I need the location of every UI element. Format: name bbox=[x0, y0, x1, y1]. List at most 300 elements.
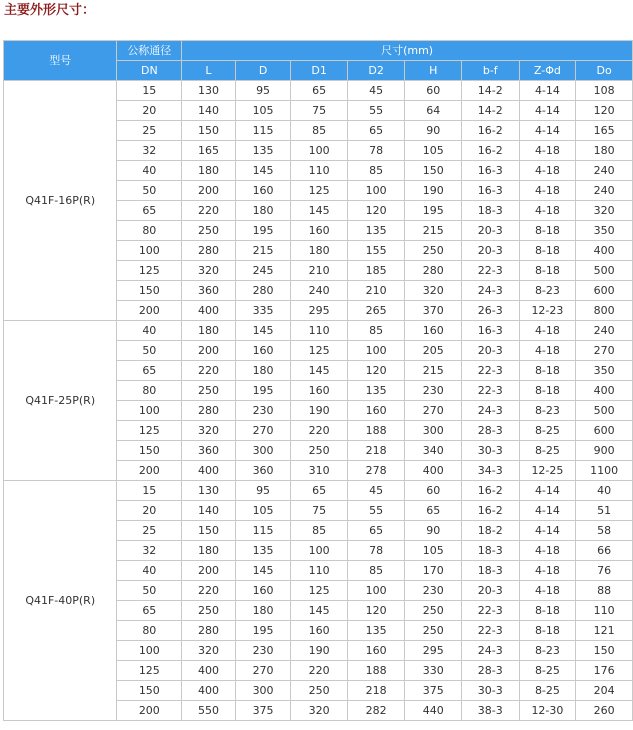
dimension-cell: 14-2 bbox=[461, 81, 519, 101]
dimension-cell: 12-23 bbox=[519, 301, 576, 321]
dimension-cell: 121 bbox=[576, 621, 633, 641]
dimension-cell: 38-3 bbox=[461, 701, 519, 721]
dimension-cell: 4-18 bbox=[519, 201, 576, 221]
dimension-cell: 180 bbox=[235, 601, 291, 621]
dimension-cell: 75 bbox=[291, 101, 348, 121]
dimension-cell: 22-3 bbox=[461, 381, 519, 401]
dimension-cell: 250 bbox=[405, 601, 462, 621]
dimension-cell: 65 bbox=[291, 81, 348, 101]
dimension-cell: 8-23 bbox=[519, 401, 576, 421]
dimension-cell: 250 bbox=[182, 381, 236, 401]
dimension-cell: 45 bbox=[347, 81, 405, 101]
dimension-cell: 230 bbox=[235, 641, 291, 661]
dimension-cell: 270 bbox=[576, 341, 633, 361]
dimension-cell: 100 bbox=[347, 581, 405, 601]
dn-cell: 100 bbox=[117, 401, 182, 421]
dimension-cell: 20-3 bbox=[461, 581, 519, 601]
dn-cell: 80 bbox=[117, 381, 182, 401]
dimension-cell: 24-3 bbox=[461, 641, 519, 661]
dimension-cell: 135 bbox=[235, 141, 291, 161]
model-cell: Q41F-16P(R) bbox=[4, 81, 117, 321]
dimension-cell: 76 bbox=[576, 561, 633, 581]
dimension-cell: 295 bbox=[405, 641, 462, 661]
dimension-cell: 105 bbox=[235, 501, 291, 521]
dimension-cell: 4-14 bbox=[519, 121, 576, 141]
dimension-cell: 85 bbox=[291, 121, 348, 141]
dimension-cell: 85 bbox=[291, 521, 348, 541]
dimension-cell: 28-3 bbox=[461, 661, 519, 681]
dimension-cell: 105 bbox=[405, 541, 462, 561]
dimension-cell: 165 bbox=[182, 141, 236, 161]
dimension-cell: 215 bbox=[405, 361, 462, 381]
dimension-cell: 240 bbox=[576, 181, 633, 201]
dimension-cell: 4-18 bbox=[519, 181, 576, 201]
model-cell: Q41F-25P(R) bbox=[4, 321, 117, 481]
dimension-cell: 120 bbox=[347, 201, 405, 221]
dimension-cell: 65 bbox=[291, 481, 348, 501]
page-title: 主要外形尺寸： bbox=[4, 3, 96, 18]
dimension-cell: 160 bbox=[291, 381, 348, 401]
dimension-cell: 250 bbox=[405, 621, 462, 641]
dimension-cell: 230 bbox=[405, 381, 462, 401]
dimension-cell: 360 bbox=[182, 281, 236, 301]
dimension-cell: 20-3 bbox=[461, 221, 519, 241]
dimension-cell: 8-18 bbox=[519, 601, 576, 621]
dimension-cell: 160 bbox=[405, 321, 462, 341]
dimension-cell: 250 bbox=[182, 601, 236, 621]
dimension-cell: 265 bbox=[347, 301, 405, 321]
dimension-cell: 150 bbox=[576, 641, 633, 661]
dimension-cell: 8-25 bbox=[519, 421, 576, 441]
dimension-cell: 16-2 bbox=[461, 141, 519, 161]
dn-cell: 150 bbox=[117, 441, 182, 461]
dimension-cell: 16-3 bbox=[461, 321, 519, 341]
dimension-cell: 55 bbox=[347, 101, 405, 121]
dn-cell: 200 bbox=[117, 701, 182, 721]
dimension-cell: 88 bbox=[576, 581, 633, 601]
dimension-cell: 8-18 bbox=[519, 241, 576, 261]
dimension-cell: 240 bbox=[291, 281, 348, 301]
dimension-cell: 300 bbox=[235, 681, 291, 701]
dimension-cell: 310 bbox=[291, 461, 348, 481]
dimension-cell: 160 bbox=[235, 341, 291, 361]
dimension-cell: 150 bbox=[182, 121, 236, 141]
dimension-cell: 320 bbox=[405, 281, 462, 301]
dimension-cell: 180 bbox=[182, 541, 236, 561]
dimension-cell: 190 bbox=[291, 401, 348, 421]
dimension-cell: 8-25 bbox=[519, 441, 576, 461]
dn-cell: 200 bbox=[117, 461, 182, 481]
dimension-cell: 180 bbox=[576, 141, 633, 161]
dimension-cell: 185 bbox=[347, 261, 405, 281]
dimension-cell: 600 bbox=[576, 281, 633, 301]
dimension-cell: 60 bbox=[405, 81, 462, 101]
dn-cell: 40 bbox=[117, 161, 182, 181]
dimension-cell: 280 bbox=[405, 261, 462, 281]
dimension-cell: 200 bbox=[182, 181, 236, 201]
dimension-cell: 24-3 bbox=[461, 281, 519, 301]
dimension-cell: 220 bbox=[291, 421, 348, 441]
dimension-cell: 51 bbox=[576, 501, 633, 521]
dimension-cell: 145 bbox=[235, 161, 291, 181]
dimension-cell: 22-3 bbox=[461, 361, 519, 381]
dimension-cell: 375 bbox=[235, 701, 291, 721]
dn-cell: 40 bbox=[117, 321, 182, 341]
dimension-cell: 28-3 bbox=[461, 421, 519, 441]
dimension-cell: 218 bbox=[347, 681, 405, 701]
dimension-cell: 215 bbox=[235, 241, 291, 261]
dimension-cell: 12-25 bbox=[519, 461, 576, 481]
dimension-cell: 170 bbox=[405, 561, 462, 581]
dimension-cell: 4-14 bbox=[519, 521, 576, 541]
dimension-cell: 282 bbox=[347, 701, 405, 721]
dimension-cell: 195 bbox=[405, 201, 462, 221]
dimension-cell: 400 bbox=[405, 461, 462, 481]
dimension-cell: 250 bbox=[182, 221, 236, 241]
table-row bbox=[4, 481, 633, 501]
dimension-cell: 360 bbox=[182, 441, 236, 461]
dimension-cell: 34-3 bbox=[461, 461, 519, 481]
dimension-cell: 22-3 bbox=[461, 601, 519, 621]
dn-cell: 80 bbox=[117, 621, 182, 641]
dimension-cell: 18-3 bbox=[461, 541, 519, 561]
dn-cell: 200 bbox=[117, 301, 182, 321]
dimension-cell: 4-14 bbox=[519, 81, 576, 101]
dn-cell: 100 bbox=[117, 241, 182, 261]
column-header: H bbox=[405, 61, 462, 81]
dimension-cell: 400 bbox=[576, 241, 633, 261]
dimension-cell: 8-18 bbox=[519, 381, 576, 401]
dimension-cell: 110 bbox=[291, 161, 348, 181]
dimension-cell: 176 bbox=[576, 661, 633, 681]
dimension-cell: 130 bbox=[182, 81, 236, 101]
dimension-cell: 330 bbox=[405, 661, 462, 681]
dimension-cell: 145 bbox=[291, 201, 348, 221]
dimension-cell: 60 bbox=[405, 481, 462, 501]
dimension-cell: 280 bbox=[182, 621, 236, 641]
dimension-cell: 65 bbox=[347, 521, 405, 541]
dimension-cell: 18-3 bbox=[461, 201, 519, 221]
column-header: b-f bbox=[461, 61, 519, 81]
dimension-cell: 500 bbox=[576, 261, 633, 281]
dimension-cell: 8-23 bbox=[519, 641, 576, 661]
dimension-cell: 75 bbox=[291, 501, 348, 521]
dimension-cell: 26-3 bbox=[461, 301, 519, 321]
dimension-cell: 320 bbox=[291, 701, 348, 721]
dimension-cell: 40 bbox=[576, 481, 633, 501]
dimension-cell: 190 bbox=[405, 181, 462, 201]
dimension-cell: 160 bbox=[347, 641, 405, 661]
dimension-cell: 1100 bbox=[576, 461, 633, 481]
dimension-cell: 245 bbox=[235, 261, 291, 281]
dimension-cell: 335 bbox=[235, 301, 291, 321]
dimension-cell: 195 bbox=[235, 221, 291, 241]
dimension-cell: 180 bbox=[182, 321, 236, 341]
dimension-cell: 130 bbox=[182, 481, 236, 501]
dimension-cell: 14-2 bbox=[461, 101, 519, 121]
dn-cell: 125 bbox=[117, 261, 182, 281]
dimension-cell: 145 bbox=[235, 561, 291, 581]
dimension-cell: 375 bbox=[405, 681, 462, 701]
model-cell: Q41F-40P(R) bbox=[4, 481, 117, 721]
dimension-cell: 30-3 bbox=[461, 441, 519, 461]
dimension-cell: 30-3 bbox=[461, 681, 519, 701]
dn-cell: 125 bbox=[117, 421, 182, 441]
dimension-cell: 280 bbox=[182, 241, 236, 261]
dimension-cell: 180 bbox=[235, 201, 291, 221]
dimension-cell: 278 bbox=[347, 461, 405, 481]
dimension-cell: 100 bbox=[291, 141, 348, 161]
dimension-cell: 16-2 bbox=[461, 501, 519, 521]
dimension-cell: 135 bbox=[347, 381, 405, 401]
nominal-bore-header: 公称通径 bbox=[117, 41, 182, 61]
dimension-cell: 4-18 bbox=[519, 341, 576, 361]
column-header: L bbox=[182, 61, 236, 81]
dimension-cell: 20-3 bbox=[461, 341, 519, 361]
dimension-cell: 125 bbox=[291, 181, 348, 201]
dimension-cell: 8-18 bbox=[519, 621, 576, 641]
dimension-cell: 360 bbox=[235, 461, 291, 481]
dimension-cell: 260 bbox=[576, 701, 633, 721]
dimension-cell: 110 bbox=[291, 321, 348, 341]
dimension-cell: 195 bbox=[235, 381, 291, 401]
dimension-cell: 95 bbox=[235, 481, 291, 501]
dimension-cell: 320 bbox=[182, 641, 236, 661]
dimension-cell: 4-18 bbox=[519, 561, 576, 581]
dimension-cell: 190 bbox=[291, 641, 348, 661]
dimension-cell: 550 bbox=[182, 701, 236, 721]
dn-cell: 50 bbox=[117, 581, 182, 601]
dimension-cell: 160 bbox=[291, 621, 348, 641]
column-header: Z-Φd bbox=[519, 61, 576, 81]
dimension-cell: 105 bbox=[235, 101, 291, 121]
nominal-bore-unit-header: DN bbox=[117, 61, 182, 81]
dimension-cell: 24-3 bbox=[461, 401, 519, 421]
dimension-cell: 180 bbox=[182, 161, 236, 181]
dimension-cell: 100 bbox=[347, 181, 405, 201]
dimension-cell: 110 bbox=[576, 601, 633, 621]
dimension-cell: 320 bbox=[182, 421, 236, 441]
dimension-cell: 115 bbox=[235, 521, 291, 541]
dimension-cell: 600 bbox=[576, 421, 633, 441]
dimension-cell: 250 bbox=[291, 441, 348, 461]
dn-cell: 100 bbox=[117, 641, 182, 661]
dimension-cell: 85 bbox=[347, 561, 405, 581]
dimension-cell: 108 bbox=[576, 81, 633, 101]
dimension-cell: 78 bbox=[347, 141, 405, 161]
dimension-cell: 400 bbox=[576, 381, 633, 401]
dimension-cell: 58 bbox=[576, 521, 633, 541]
dimension-cell: 22-3 bbox=[461, 621, 519, 641]
header-row bbox=[4, 41, 633, 61]
dimension-cell: 20-3 bbox=[461, 241, 519, 261]
dimension-cell: 900 bbox=[576, 441, 633, 461]
dimension-cell: 120 bbox=[347, 601, 405, 621]
dimension-cell: 210 bbox=[291, 261, 348, 281]
dimension-cell: 140 bbox=[182, 501, 236, 521]
dimension-cell: 18-3 bbox=[461, 561, 519, 581]
dimension-cell: 8-25 bbox=[519, 681, 576, 701]
dimension-cell: 250 bbox=[291, 681, 348, 701]
dimension-cell: 8-23 bbox=[519, 281, 576, 301]
dimension-cell: 90 bbox=[405, 521, 462, 541]
dimension-cell: 320 bbox=[182, 261, 236, 281]
dimension-cell: 4-18 bbox=[519, 321, 576, 341]
dimension-cell: 65 bbox=[347, 121, 405, 141]
dimension-cell: 155 bbox=[347, 241, 405, 261]
dn-cell: 80 bbox=[117, 221, 182, 241]
dimension-cell: 210 bbox=[347, 281, 405, 301]
dimension-cell: 55 bbox=[347, 501, 405, 521]
dimension-cell: 220 bbox=[182, 581, 236, 601]
dimension-cell: 400 bbox=[182, 461, 236, 481]
dimension-cell: 188 bbox=[347, 421, 405, 441]
dn-cell: 50 bbox=[117, 341, 182, 361]
dimension-cell: 205 bbox=[405, 341, 462, 361]
dimension-cell: 4-18 bbox=[519, 541, 576, 561]
dn-cell: 65 bbox=[117, 361, 182, 381]
dn-cell: 32 bbox=[117, 541, 182, 561]
dimension-cell: 300 bbox=[235, 441, 291, 461]
dimension-cell: 45 bbox=[347, 481, 405, 501]
dimension-cell: 8-18 bbox=[519, 221, 576, 241]
dimension-cell: 85 bbox=[347, 161, 405, 181]
dimension-cell: 8-18 bbox=[519, 261, 576, 281]
dimension-cell: 100 bbox=[291, 541, 348, 561]
dimension-cell: 78 bbox=[347, 541, 405, 561]
dimension-cell: 230 bbox=[405, 581, 462, 601]
dn-cell: 15 bbox=[117, 481, 182, 501]
dimension-cell: 160 bbox=[347, 401, 405, 421]
dimension-cell: 145 bbox=[291, 361, 348, 381]
dimension-cell: 160 bbox=[235, 581, 291, 601]
size-group-header: 尺寸(mm) bbox=[182, 41, 633, 61]
dimension-cell: 340 bbox=[405, 441, 462, 461]
dimension-cell: 280 bbox=[182, 401, 236, 421]
dimension-cell: 90 bbox=[405, 121, 462, 141]
dimension-cell: 195 bbox=[235, 621, 291, 641]
dimension-cell: 400 bbox=[182, 681, 236, 701]
dimension-cell: 215 bbox=[405, 221, 462, 241]
dn-cell: 65 bbox=[117, 201, 182, 221]
dimension-cell: 160 bbox=[291, 221, 348, 241]
dimension-cell: 12-30 bbox=[519, 701, 576, 721]
dimension-cell: 160 bbox=[235, 181, 291, 201]
dimension-cell: 120 bbox=[347, 361, 405, 381]
dimension-cell: 115 bbox=[235, 121, 291, 141]
dimension-cell: 400 bbox=[182, 301, 236, 321]
dn-cell: 150 bbox=[117, 281, 182, 301]
dn-cell: 150 bbox=[117, 681, 182, 701]
dimension-cell: 16-3 bbox=[461, 161, 519, 181]
dn-cell: 32 bbox=[117, 141, 182, 161]
dimension-cell: 230 bbox=[235, 401, 291, 421]
dn-cell: 125 bbox=[117, 661, 182, 681]
dimension-cell: 200 bbox=[182, 341, 236, 361]
dimension-cell: 150 bbox=[405, 161, 462, 181]
dn-cell: 15 bbox=[117, 81, 182, 101]
table-row bbox=[4, 321, 633, 341]
dn-cell: 20 bbox=[117, 501, 182, 521]
dimension-cell: 350 bbox=[576, 221, 633, 241]
column-header: D2 bbox=[347, 61, 405, 81]
dimension-cell: 64 bbox=[405, 101, 462, 121]
dimension-cell: 8-18 bbox=[519, 361, 576, 381]
dimension-cell: 135 bbox=[347, 221, 405, 241]
dimension-cell: 145 bbox=[235, 321, 291, 341]
dimension-cell: 240 bbox=[576, 161, 633, 181]
dimension-cell: 4-18 bbox=[519, 161, 576, 181]
dimension-cell: 200 bbox=[182, 561, 236, 581]
dimension-cell: 220 bbox=[291, 661, 348, 681]
dimension-cell: 145 bbox=[291, 601, 348, 621]
column-header: Do bbox=[576, 61, 633, 81]
dn-cell: 20 bbox=[117, 101, 182, 121]
dimension-cell: 180 bbox=[291, 241, 348, 261]
dimension-cell: 300 bbox=[405, 421, 462, 441]
dimension-cell: 140 bbox=[182, 101, 236, 121]
dimension-cell: 188 bbox=[347, 661, 405, 681]
dimension-cell: 320 bbox=[576, 201, 633, 221]
dimension-cell: 16-2 bbox=[461, 121, 519, 141]
dimension-cell: 270 bbox=[235, 661, 291, 681]
dimension-cell: 220 bbox=[182, 201, 236, 221]
dimension-cell: 270 bbox=[405, 401, 462, 421]
dimension-cell: 204 bbox=[576, 681, 633, 701]
table-row bbox=[4, 81, 633, 101]
dimension-cell: 65 bbox=[405, 501, 462, 521]
dimension-cell: 270 bbox=[235, 421, 291, 441]
dimension-cell: 180 bbox=[235, 361, 291, 381]
dimension-cell: 4-14 bbox=[519, 501, 576, 521]
dimension-cell: 100 bbox=[347, 341, 405, 361]
dimension-cell: 4-14 bbox=[519, 101, 576, 121]
dimension-cell: 95 bbox=[235, 81, 291, 101]
dimension-cell: 16-3 bbox=[461, 181, 519, 201]
dn-cell: 40 bbox=[117, 561, 182, 581]
dimension-cell: 8-25 bbox=[519, 661, 576, 681]
dimension-cell: 250 bbox=[405, 241, 462, 261]
dn-cell: 25 bbox=[117, 121, 182, 141]
dimension-cell: 105 bbox=[405, 141, 462, 161]
dimension-cell: 135 bbox=[347, 621, 405, 641]
dimension-cell: 150 bbox=[182, 521, 236, 541]
column-header: D bbox=[235, 61, 291, 81]
dimension-cell: 135 bbox=[235, 541, 291, 561]
dimension-cell: 400 bbox=[182, 661, 236, 681]
dn-cell: 65 bbox=[117, 601, 182, 621]
dn-cell: 50 bbox=[117, 181, 182, 201]
dimension-cell: 85 bbox=[347, 321, 405, 341]
dimension-cell: 66 bbox=[576, 541, 633, 561]
dimension-cell: 800 bbox=[576, 301, 633, 321]
dimension-cell: 280 bbox=[235, 281, 291, 301]
dimension-cell: 4-18 bbox=[519, 141, 576, 161]
dimension-cell: 4-18 bbox=[519, 581, 576, 601]
dimension-cell: 370 bbox=[405, 301, 462, 321]
dimension-cell: 4-14 bbox=[519, 481, 576, 501]
dimension-cell: 120 bbox=[576, 101, 633, 121]
model-header: 型号 bbox=[4, 41, 117, 81]
dimension-cell: 240 bbox=[576, 321, 633, 341]
dimension-cell: 218 bbox=[347, 441, 405, 461]
dimension-cell: 295 bbox=[291, 301, 348, 321]
dn-cell: 25 bbox=[117, 521, 182, 541]
dimension-cell: 350 bbox=[576, 361, 633, 381]
dimension-cell: 500 bbox=[576, 401, 633, 421]
dimension-cell: 165 bbox=[576, 121, 633, 141]
dimension-cell: 110 bbox=[291, 561, 348, 581]
